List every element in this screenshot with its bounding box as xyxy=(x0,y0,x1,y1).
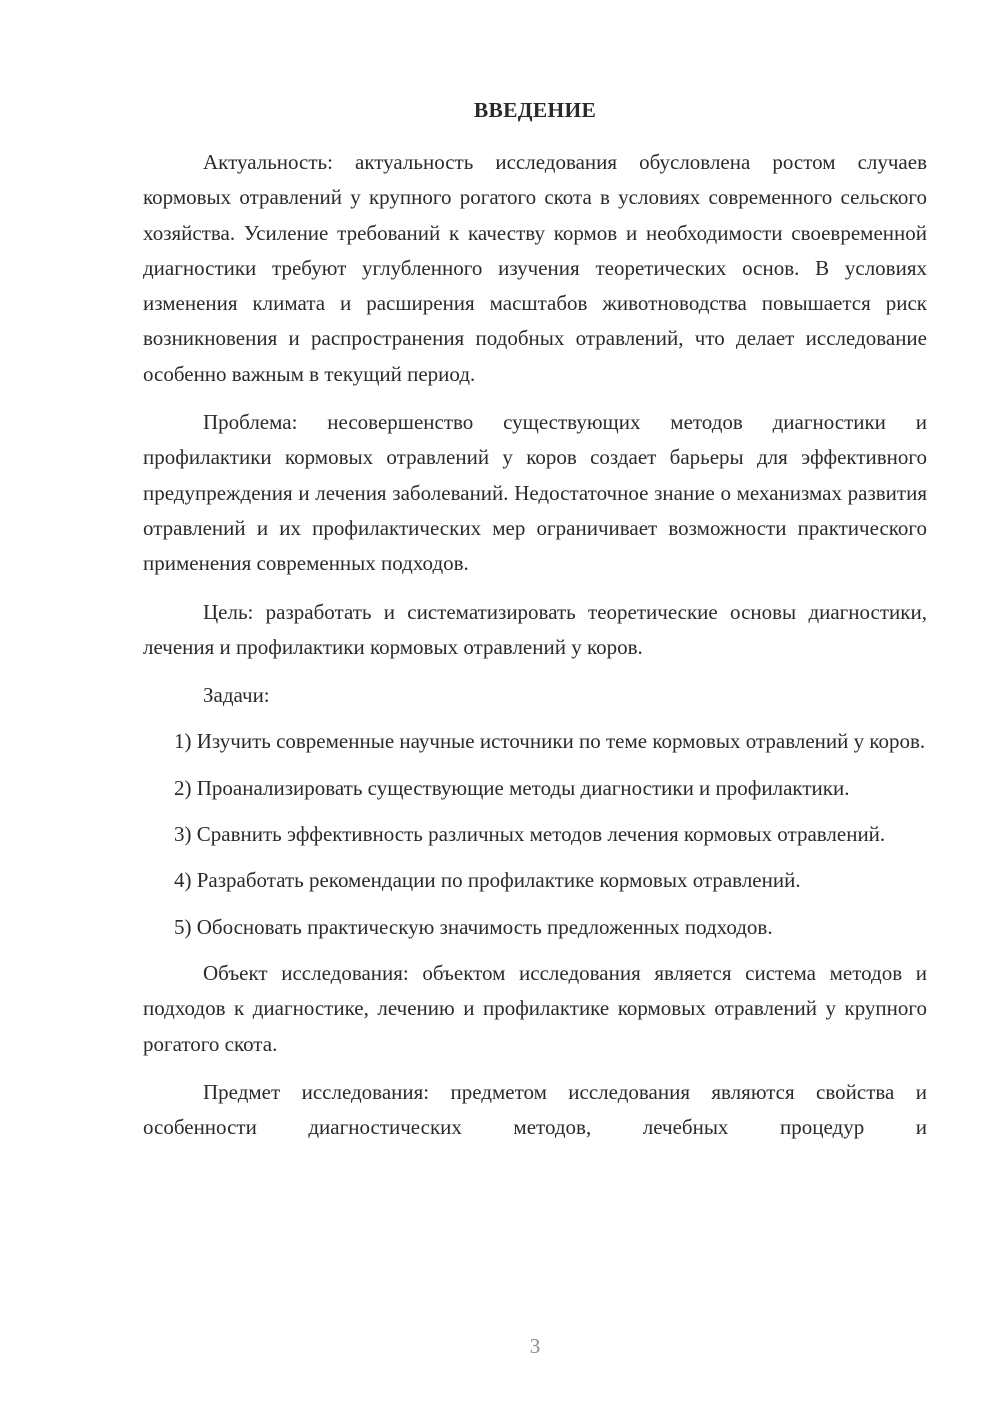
document-page xyxy=(143,96,927,1145)
relevance-paragraph: Актуальность: актуальность исследования обусловлена ростом случаев кормовых отравлений у крупного рогатого скота в условиях современного сельского хозяйства. Усиление требований к качеству кормов и необходимости своевременной диагностики требуют углубленного изучения теоретических основ. В условиях изменения климата и расширения масштабов животноводства повышается риск возникновения и распространения подобных отравлений, что делает исследование особенно важным в текущий период. xyxy=(143,150,927,386)
task-item-5: 5) Обосновать практическую значимость предложенных подходов. xyxy=(174,914,773,939)
task-item-2: 2) Проанализировать существующие методы диагностики и профилактики. xyxy=(174,775,850,800)
page-number: 3 xyxy=(529,1334,541,1358)
task-item-4: 4) Разработать рекомендации по профилактике кормовых отравлений. xyxy=(174,868,801,893)
tasks-heading: Задачи: xyxy=(203,683,270,708)
task-item-3: 3) Сравнить эффективность различных методов лечения кормовых отравлений. xyxy=(174,822,886,847)
subject-paragraph: Предмет исследования: предметом исследования являются свойства и особенности диагностических методов, лечебных процедур и xyxy=(143,1079,927,1140)
goal-paragraph: Цель: разработать и систематизировать теоретические основы диагностики, лечения и профилактики кормовых отравлений у коров. xyxy=(143,599,927,659)
object-paragraph: Объект исследования: объектом исследования является система методов и подходов к диагностике, лечению и профилактике кормовых отравлений у крупного рогатого скота. xyxy=(143,960,927,1056)
task-item-1: 1) Изучить современные научные источники по теме кормовых отравлений у коров. xyxy=(174,729,926,754)
section-title: ВВЕДЕНИЕ xyxy=(473,98,597,122)
problem-paragraph: Проблема: несовершенство существующих методов диагностики и профилактики кормовых отравлений у коров создает барьеры для эффективного предупреждения и лечения заболеваний. Недостаточное знание о механизмах развития отравлений и их профилактических мер ограничивает возможности практического применения современных подходов. xyxy=(143,410,927,576)
